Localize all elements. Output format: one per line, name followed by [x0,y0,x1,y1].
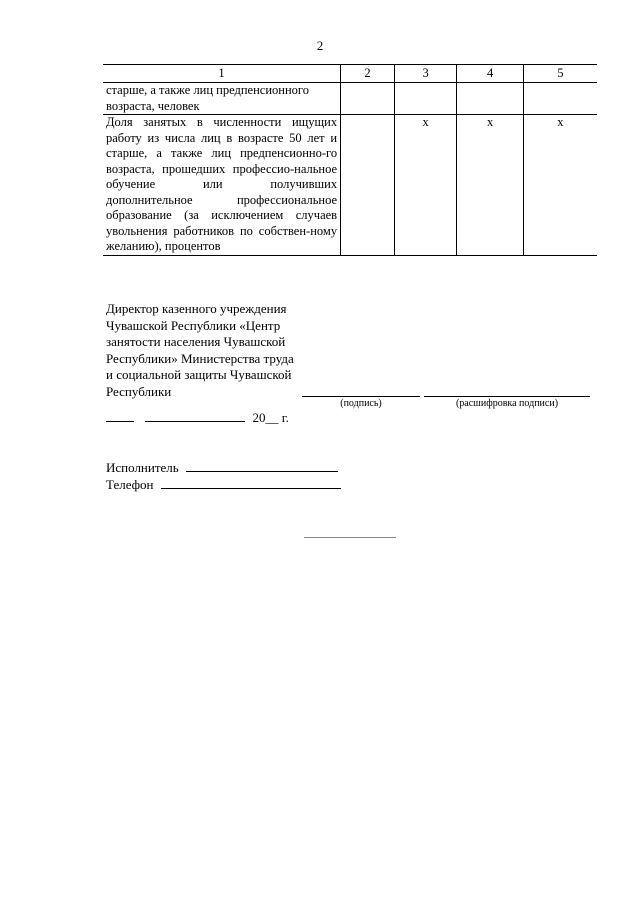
table-cell: х [523,115,597,256]
date-line [106,408,289,426]
year-text: 20__ г. [252,410,289,425]
end-divider [304,537,396,538]
table-cell: х [394,115,457,256]
table-cell [341,115,395,256]
phone-label: Телефон [106,477,154,492]
table-header-row [103,65,597,83]
table-row [103,83,597,115]
signature-line [302,396,420,397]
phone-line [106,475,341,493]
table-row [103,115,597,256]
page-number: 2 [316,38,324,53]
table-cell: х [457,115,523,256]
signatory-title: Директор казенного учреждения Чувашской Республики «Центр занятости населения Чувашской Республики» Министерства труда и социальной защиты Чувашской Республики [106,301,294,399]
table-cell [457,83,523,115]
phone-blank [161,475,341,489]
row-label: старше, а также лиц предпенсионного возраста, человек [103,83,341,115]
header-cell: 4 [457,65,523,83]
header-cell: 5 [523,65,597,83]
executor-label: Исполнитель [106,460,179,475]
table-cell [394,83,457,115]
header-cell: 2 [341,65,395,83]
signature-decode-caption: (расшифровка подписи) [455,398,559,409]
executor-blank [186,458,338,472]
table-cell [341,83,395,115]
signature-caption: (подпись) [340,398,382,409]
row-label: Доля занятых в численности ищущих работу из числа лиц в возрасте 50 лет и старше, а также лиц предпенсионно-го возраста, прошедших профессио-нальное обучение или получивших дополнительное профессиональное образование (за исключением случаев увольнения работников по собствен-ному желанию), процентов [103,115,341,256]
signature-decode-line [424,396,590,397]
day-blank [106,408,134,422]
table-cell [523,83,597,115]
month-blank [145,408,245,422]
data-table [103,64,597,256]
executor-line [106,458,338,476]
header-cell: 1 [103,65,341,83]
header-cell: 3 [394,65,457,83]
